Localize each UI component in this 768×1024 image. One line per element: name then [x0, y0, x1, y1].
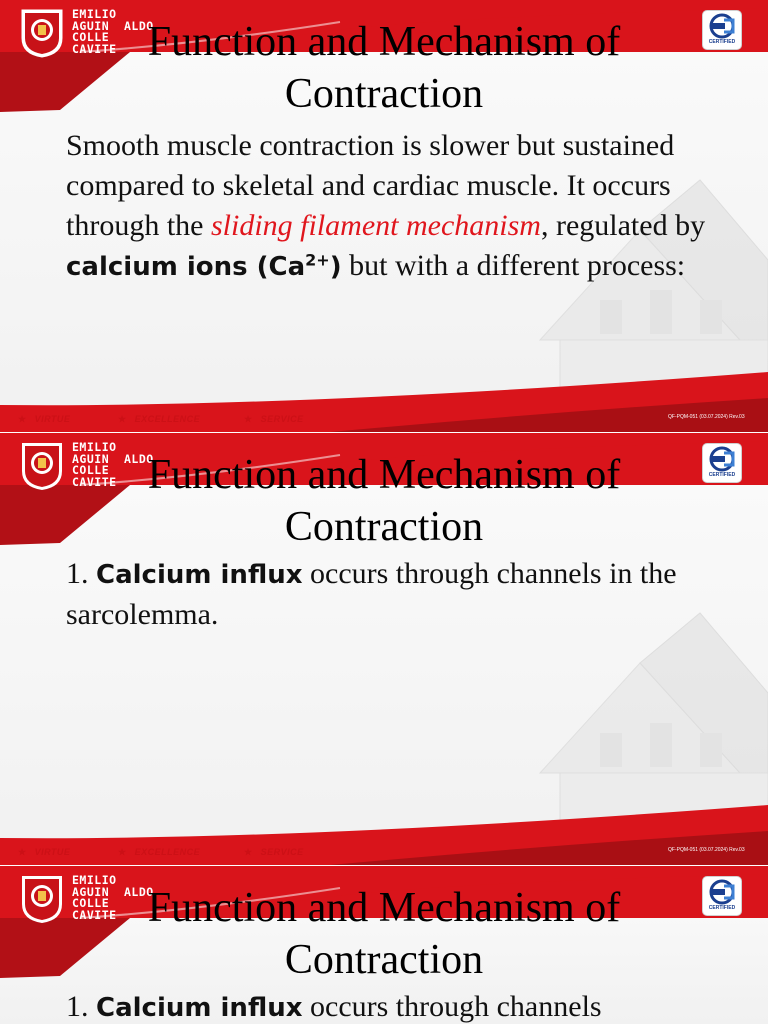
bold-term: Calcium influx	[96, 993, 303, 1023]
slide-title: Function and Mechanism of Contraction	[147, 452, 621, 550]
motto-excellence: ★ EXCELLENCE	[118, 847, 201, 857]
motto-service: ★ SERVICE	[244, 414, 304, 424]
motto-virtue: ★ VIRTUE	[18, 847, 71, 857]
school-name: EMILIO AGUIN COLLE CAVITE ALDO	[72, 873, 154, 922]
motto-virtue: ★ VIRTUE	[18, 414, 71, 424]
certification-badge: CERTIFIED	[702, 876, 742, 916]
certification-badge: CERTIFIED	[702, 443, 742, 483]
certification-badge: CERTIFIED	[702, 10, 742, 50]
slide-2	[0, 433, 768, 865]
document-code: QF-PQM-051 (03.07.2024) Rev.03	[668, 414, 745, 420]
slide-3	[0, 866, 768, 1024]
bold-term: Calcium influx	[96, 560, 303, 590]
motto-excellence: ★ EXCELLENCE	[118, 414, 201, 424]
building-illustration	[540, 613, 768, 833]
school-name: EMILIO AGUIN COLLE CAVITE ALDO	[72, 7, 154, 56]
slide-title: Function and Mechanism of Contraction	[147, 885, 621, 983]
slide-body: 1. Calcium influx occurs through channels in the sarcolemma.	[66, 557, 677, 631]
slide-title: Function and Mechanism of Contraction	[147, 19, 621, 117]
highlight-term: sliding filament mechanism	[210, 209, 541, 242]
slide-body: Smooth muscle contraction is slower but sustained compared to skeletal and cardiac muscle. It occurs through the sliding filament mechanism, regulated by calcium ions $(Ca^{2+})$ but with a different process:	[66, 129, 706, 282]
document-code: QF-PQM-051 (03.07.2024) Rev.03	[668, 847, 745, 853]
school-name: EMILIO AGUIN COLLE CAVITE ALDO	[72, 440, 154, 489]
motto-service: ★ SERVICE	[244, 847, 304, 857]
bold-term: calcium ions $(Ca^{2+})$	[66, 250, 342, 282]
slide-body: 1. Calcium influx occurs through channels	[66, 990, 602, 1023]
slide-1	[0, 0, 768, 432]
